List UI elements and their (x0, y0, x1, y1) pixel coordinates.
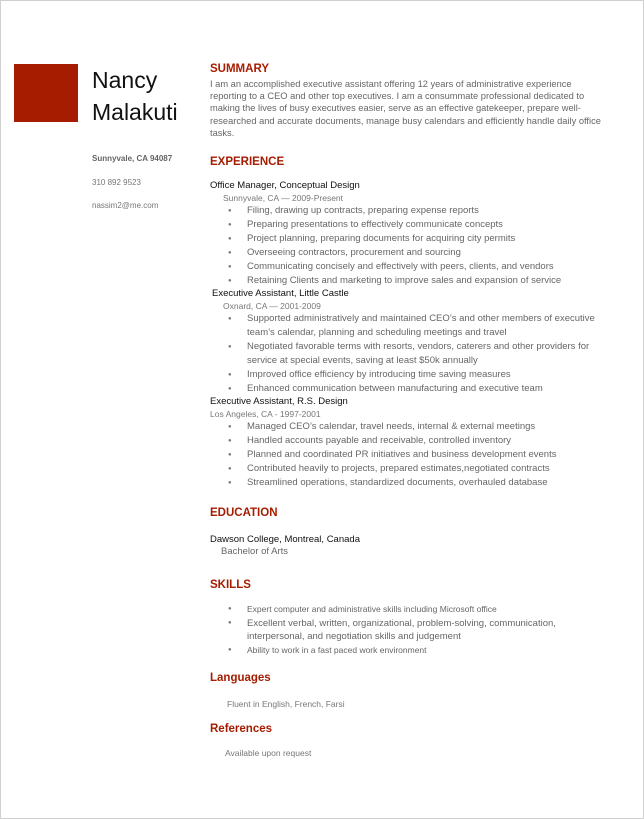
list-item: ● Enhanced communication between manufacturing and executive team (247, 382, 610, 396)
list-item: ● Managed CEO’s calendar, travel needs, internal & external meetings (247, 420, 610, 434)
job-entry (210, 180, 610, 288)
skills-section (210, 578, 610, 657)
languages-section (210, 671, 610, 709)
job-meta: Los Angeles, CA - 1997-2001 (210, 409, 321, 420)
list-item: ● Handled accounts payable and receivable, controlled inventory (247, 434, 610, 448)
first-name: Nancy (92, 67, 158, 93)
list-item: ● Retaining Clients and marketing to improve sales and expansion of service (247, 274, 610, 288)
skills-list (210, 603, 610, 657)
job-title: Office Manager, Conceptual Design (210, 180, 360, 192)
experience-section (210, 155, 610, 490)
summary-section (210, 62, 610, 139)
job-entry (210, 396, 610, 490)
experience-title: EXPERIENCE (210, 156, 285, 169)
list-item: ● Communicating concisely and effectively with peers, clients, and vendors (247, 260, 610, 274)
last-name: Malakuti (92, 99, 178, 125)
education-title: EDUCATION (210, 507, 278, 520)
summary-title: SUMMARY (210, 63, 269, 75)
job-title: Executive Assistant, Little Castle (212, 288, 349, 300)
list-item: ● Ability to work in a fast paced work environment (247, 644, 610, 658)
references-text: Available upon request (225, 748, 312, 759)
education-school: Dawson College, Montreal, Canada (210, 534, 360, 546)
job-meta: Sunnyvale, CA — 2009-Present (223, 193, 344, 204)
list-item: ● Supported administratively and maintained CEO’s and other members of executive team’s calendar, planning and scheduling meetings and travel (247, 312, 610, 340)
list-item: ● Negotiated favorable terms with resorts, vendors, caterers and other providers for service at special events, saving at least $50k annually (247, 340, 610, 368)
contact-location: Sunnyvale, CA 94087 (92, 154, 173, 163)
skills-title: SKILLS (210, 579, 251, 592)
education-section (210, 506, 610, 558)
job-title: Executive Assistant, R.S. Design (210, 396, 348, 408)
list-item: ● Streamlined operations, standardized documents, overhauled database (247, 476, 610, 490)
list-item: ● Expert computer and administrative skills including Microsoft office (247, 603, 610, 617)
list-item: ● Contributed heavily to projects, prepared estimates,negotiated contracts (247, 462, 610, 476)
job-bullets (210, 420, 610, 490)
references-section (210, 722, 610, 758)
contact-phone: 310 892 9523 (92, 178, 141, 187)
summary-text: I am an accomplished executive assistant offering 12 years of administrative experience reporting to a CEO and other top executives. I am a consummate professional dedicated to making the lives of busy executives easier, serve as an effective gatekeeper, prepare well-researched and accurate documents, manage busy calendars and efficiently handle daily office tasks. (210, 79, 601, 138)
list-item: ● Overseeing contractors, procurement and sourcing (247, 246, 610, 260)
job-bullets (210, 312, 610, 396)
list-item: ● Improved office efficiency by introducing time saving measures (247, 368, 610, 382)
list-item: ● Planned and coordinated PR initiatives and business development events (247, 448, 610, 462)
job-meta: Oxnard, CA — 2001-2009 (223, 301, 321, 312)
list-item: ● Project planning, preparing documents for acquiring city permits (247, 232, 610, 246)
languages-text: Fluent in English, French, Farsi (227, 699, 345, 710)
job-bullets (210, 204, 610, 288)
references-title: References (210, 723, 273, 736)
languages-title: Languages (210, 672, 271, 685)
candidate-name (92, 64, 202, 128)
resume-main (210, 62, 610, 758)
contact-email[interactable]: nassim2@me.com (92, 201, 159, 210)
education-degree: Bachelor of Arts (221, 546, 289, 558)
job-entry (210, 288, 610, 312)
accent-block (14, 64, 78, 122)
list-item: ● Excellent verbal, written, organizational, problem-solving, communication, interpersonal, and negotiation skills and judgement (247, 617, 610, 644)
list-item: ● Filing, drawing up contracts, preparing expense reports (247, 204, 610, 218)
list-item: ● Preparing presentations to effectively communicate concepts (247, 218, 610, 232)
